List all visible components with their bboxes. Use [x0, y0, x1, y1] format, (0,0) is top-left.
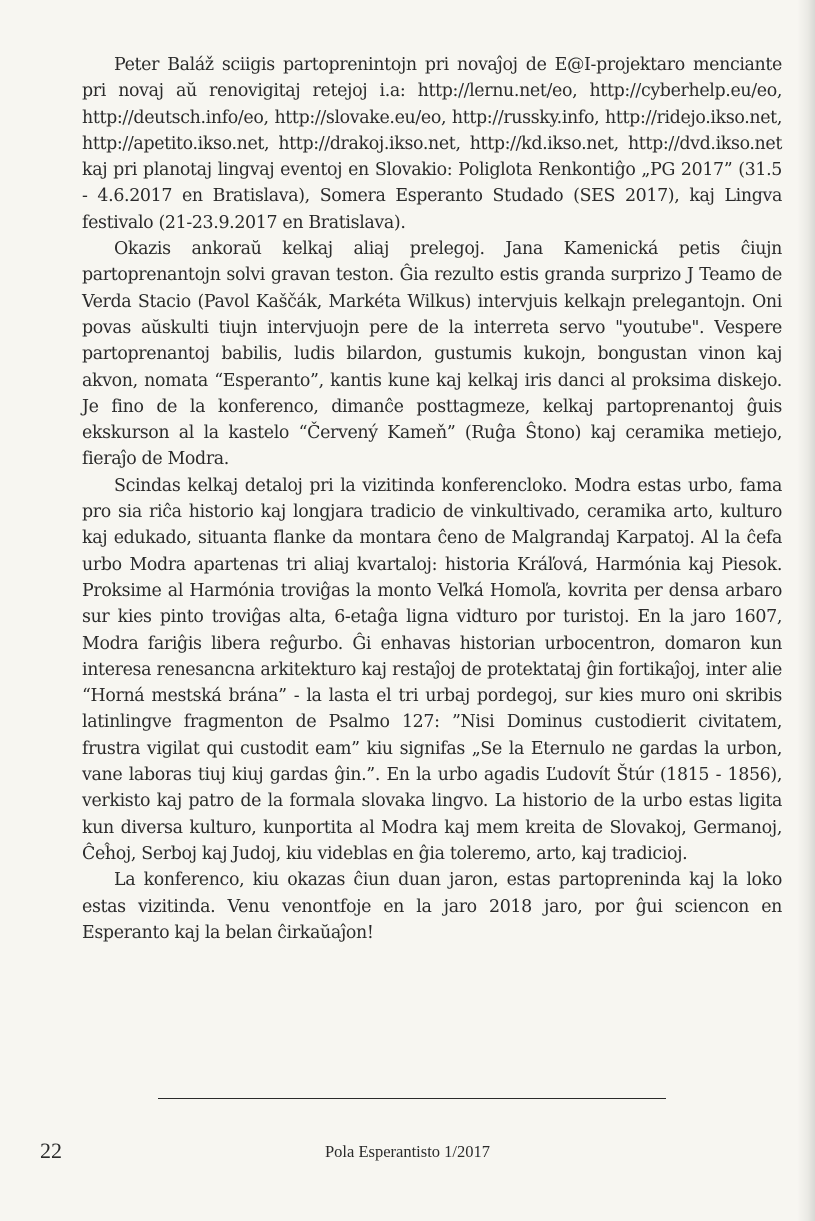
paragraph-4: La konferenco, kiu okazas ĉiun duan jaron, estas partopreninda kaj la loko estas vizitinda. Venu venontfoje en la jaro 2018 jaro, por ĝui sciencon en Esperanto kaj la belan ĉirkaŭaĵon!: [82, 870, 782, 943]
paragraph-2: Okazis ankoraŭ kelkaj aliaj prelegoj. Jana Kamenická petis ĉiujn partoprenantojn solvi gravan teston. Ĝia rezulto estis granda surprizo J Teamo de Verda Stacio (Pavol Kaščák, Markéta Wilkus) intervjuis kelkajn prelegantojn. Oni povas aŭskulti tiujn intervjuojn pere de la interreta servo "youtube". Vespere partoprenantoj babilis, ludis bilardon, gustumis kukojn, bongustan vinon kaj akvon, nomata “Esperanto”, kantis kune kaj kelkaj iris danci al proksima diskejo. Je fino de la konferenco, dimanĉe posttagmeze, kelkaj partoprenantoj ĝuis ekskurson al la kastelo “Červený Kameň” (Ruĝa Ŝtono) kaj ceramika metiejo, fieraĵo de Modra.: [82, 239, 782, 470]
running-footer: Pola Esperantisto 1/2017: [325, 1142, 490, 1161]
article-body: [82, 52, 782, 946]
page-edge-shadow: [797, 0, 815, 1221]
paragraph-1: Peter Baláž sciigis partoprenintojn pri novaĵoj de E@I-projektaro menciante pri novaj aŭ renovigitaj retejoj i.a: http://lernu.net/eo, http://cyberhelp.eu/eo, http://deutsch.info/eo, http://slovake.eu/eo, http://russky.info, http://ridejo.ikso.net, http://apetito.ikso.net, http://drakoj.ikso.net, http://kd.ikso.net, http://dvd.ikso.net kaj pri planotaj lingvaj eventoj en Slovakio: Poliglota Renkontiĝo „PG 2017” (31.5 - 4.6.2017 en Bratislava), Somera Esperanto Studado (SES 2017), kaj Lingva festivalo (21-23.9.2017 en Bratislava).: [82, 55, 782, 233]
page-number: 22: [40, 1138, 62, 1163]
page-footer: [0, 1137, 815, 1167]
paragraph-3: Scindas kelkaj detaloj pri la vizitinda konferencloko. Modra estas urbo, fama pro sia riĉa historio kaj longjara tradicio de vinkultivado, ceramika arto, kulturo kaj edukado, situanta flanke da montara ĉeno de Malgrandaj Karpatoj. Al la ĉefa urbo Modra apartenas tri aliaj kvartaloj: historia Kráľová, Harmónia kaj Piesok. Proksime al Harmónia troviĝas la monto Veľká Homoľa, kovrita per densa arbaro sur kies pinto troviĝas alta, 6-etaĝa ligna vidturo por turistoj. En la jaro 1607, Modra fariĝis libera reĝurbo. Ĝi enhavas historian urbocentron, domaron kun interesa renesancna arkitekturo kaj restaĵoj de protektataj ĝin fortikaĵoj, inter alie “Horná mestská brána” - la lasta el tri urbaj pordegoj, sur kies muro oni skribis latinlingve fragmenton de Psalmo 127: ”Nisi Dominus custodierit civitatem, frustra vigilat qui custodit eam” kiu signifas „Se la Eternulo ne gardas la urbon, vane laboras tiuj kiuj gardas ĝin.”. En la urbo agadis Ľudovít Štúr (1815 - 1856), verkisto kaj patro de la formala slovaka lingvo. La historio de la urbo estas ligita kun diversa kulturo, kunportita al Modra kaj mem kreita de Slovakoj, Germanoj, Ĉeĥoj, Serboj kaj Judoj, kiu videblas en ĝia toleremo, arto, kaj tradicioj.: [82, 475, 782, 864]
footer-rule: [158, 1098, 666, 1099]
